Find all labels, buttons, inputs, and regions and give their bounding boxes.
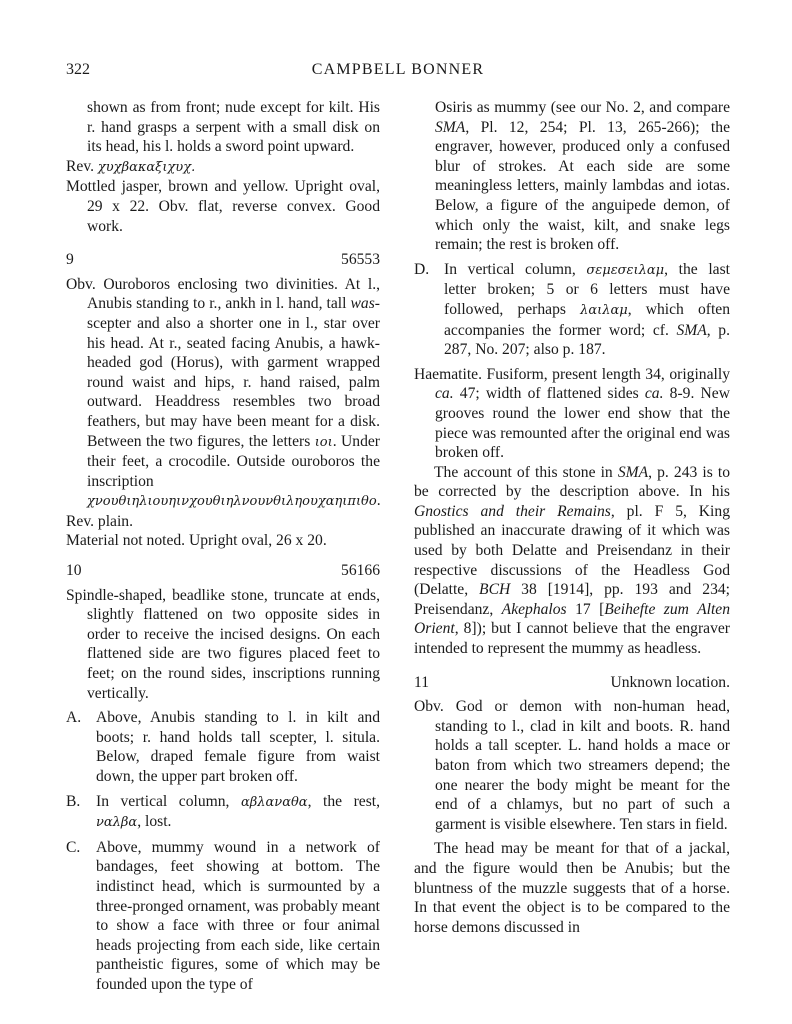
right-column (414, 98, 730, 937)
entry-10-item-c: C. Above, mummy wound in a network of bandages, feet showing at bottom. The indistinct head, which is surmounted by a three-pronged ornament, was probably meant to show a face with three or four animal heads projecting from each side, like certain pantheistic figures, some of which may be founded upon the type of (66, 838, 380, 993)
entry-10-material: Haematite. Fusiform, present length 34, originally ca. 47; width of flattened sides ca. 8-9. New grooves round the lower end show that the piece was remounted after the original end was broken off. (414, 365, 730, 462)
continued-description: shown as from front; nude except for kilt. His r. hand grasps a serpent with a small disk on its head, his l. holds a sword point upward. (87, 99, 380, 156)
commentary-paragraph: The account of this stone in SMA, p. 243 is to be corrected by the description above. In his Gnostics and their Remains, pl. F 5, King published an inaccurate drawing of it which was used by both Delatte and Preisendanz in their respective discussions of the Headless God (Delatte, BCH 38 [1914], pp. 193 and 234; Preisendanz, Akephalos 17 [Beihefte zum Alten Orient, 8]); but I cannot believe that the engraver intended to represent the mummy as headless. (414, 463, 731, 658)
entry-9-reverse: Rev. plain. (66, 512, 133, 530)
entry-number: 11 (414, 673, 430, 691)
item-label: D. (414, 260, 430, 278)
page-number: 322 (66, 61, 90, 78)
greek-inscription: αβλαναθα (240, 794, 308, 810)
entry-10-description: Spindle-shaped, beadlike stone, truncate at ends, slightly flattened on two opposite sides in order to receive the incised designs. On each flattened side are two figures placed feet to feet; on the round sides, inscriptions running vertically. (66, 586, 380, 702)
reverse-label: Rev. (66, 157, 98, 175)
entry-11-obverse: Obv. God or demon with non-human head, standing to l., clad in kilt and boots. R. hand holds a tall scepter. L. hand holds a mace or baton from which two streamers depend; the one nearer the body might be meant for the end of a chlamys, but no part of such a garment is visible elsewhere. Ten stars in field. (414, 698, 730, 833)
running-title: CAMPBELL BONNER (311, 61, 485, 78)
item-c-continued: Osiris as mummy (see our No. 2, and compare SMA, Pl. 12, 254; Pl. 13, 265-266); the engraver, however, produced only a confused blur of strokes. At each side are some meaningless letters, mainly lambdas and iotas. Below, a figure of the anguipede demon, of which only the waist, kilt, and snake legs remain; the rest is broken off. (435, 99, 730, 254)
entry-number: 10 (66, 562, 82, 580)
entry-10-heading (66, 561, 380, 581)
greek-inscription: χυχβακαξιχυχ. (97, 159, 196, 175)
continued-reverse (66, 157, 380, 178)
left-column (66, 98, 380, 995)
entry-reference: 56553 (341, 251, 380, 269)
greek-inscription: ιοι (314, 434, 333, 450)
entry-11-heading (414, 673, 730, 693)
greek-inscription: σεμεσειλαμ (586, 262, 665, 278)
item-label: B. (66, 792, 81, 810)
entry-9-obverse: Obv. Ouroboros enclosing two divinities. At l., Anubis standing to r., ankh in l. hand, tall was-scepter and also a shorter one in l., star over his head. At r., seated facing Anubis, a hawk-headed god (Horus), with garment wrapped round waist and hips, r. hand raised, palm outward. Headdress resembles two broad feathers, but may have been meant for a disk. Between the two figures, the letters ιοι. Under their feet, a crocodile. Outside ouroboros the inscription χνουθιηλιουηινχουθιηλνουνθιληουχαηιπιθο. (66, 275, 381, 510)
entry-number: 9 (66, 251, 74, 269)
entry-9-material: Material not noted. Upright oval, 26 x 20. (66, 532, 327, 550)
continued-material: Mottled jasper, brown and yellow. Upright oval, 29 x 22. Obv. flat, reverse convex. Good work. (66, 178, 380, 235)
entry-10-item-d: D. In vertical column, σεμεσειλαμ, the last letter broken; 5 or 6 letters must have followed, perhaps λαιλαμ, which often accompanies the former word; cf. SMA, p. 287, No. 207; also p. 187. (414, 260, 731, 359)
entry-9-heading (66, 250, 380, 270)
entry-10-item-b: B. In vertical column, αβλαναθα, the rest, ναλβα, lost. (66, 792, 380, 831)
entry-reference: Unknown location. (610, 673, 730, 691)
greek-inscription: χνουθιηλιουηινχουθιηλνουνθιληουχαηιπιθο (87, 494, 377, 510)
entry-11-commentary: The head may be meant for that of a jackal, and the figure would then be Anubis; but the bluntness of the muzzle suggests that of a horse. In that event the object is to be compared to the horse demons discussed in (414, 840, 730, 936)
greek-inscription: ναλβα (96, 815, 138, 831)
entry-reference: 56166 (341, 562, 380, 580)
item-label: A. (66, 709, 82, 727)
item-label: C. (66, 838, 81, 856)
entry-10-item-a: A. Above, Anubis standing to l. in kilt and boots; r. hand holds tall scepter, l. situla. Below, draped female figure from waist down, the upper part broken off. (66, 709, 380, 785)
running-head (66, 60, 730, 82)
greek-inscription: λαιλαμ (580, 302, 628, 318)
